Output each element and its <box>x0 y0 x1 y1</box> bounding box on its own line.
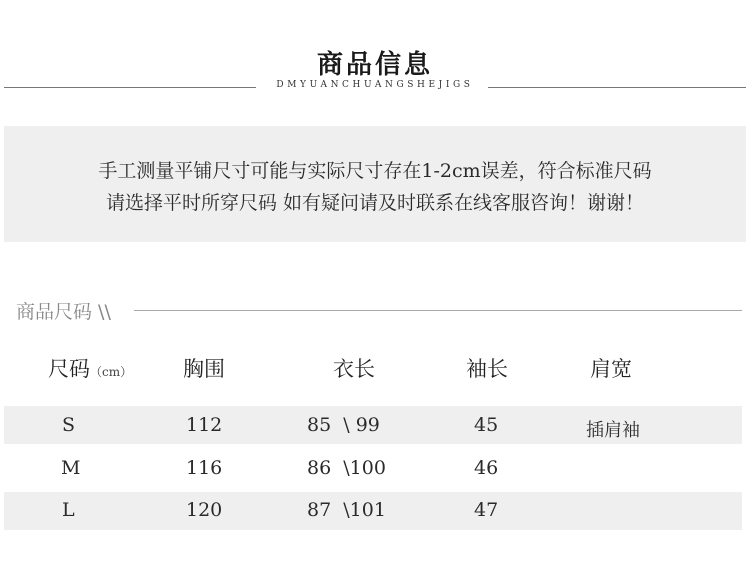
header-shoulder: 肩宽 <box>590 357 632 381</box>
table-row-s-chest: 112 <box>186 414 223 436</box>
header-size-unit: （cm） <box>90 365 133 379</box>
table-row-s-shoulder: 插肩袖 <box>586 420 640 441</box>
header-chest: 胸围 <box>183 357 225 381</box>
subtitle-rule-right <box>488 87 746 88</box>
notice-box <box>4 126 746 242</box>
table-row-l-size: L <box>62 499 75 521</box>
header-size <box>48 353 132 383</box>
section-rule <box>134 310 742 311</box>
page-subtitle: DMYUANCHUANGSHEJIGS <box>276 80 474 90</box>
table-row-l-sleeve: 47 <box>474 499 499 521</box>
table-row-s-length: 85 \ 99 <box>307 414 380 436</box>
table-row-s-size: S <box>62 414 76 436</box>
table-row-l-length: 87 \101 <box>307 499 386 521</box>
table-row-m-size: M <box>61 457 81 479</box>
notice-line-2: 请选择平时所穿尺码 如有疑问请及时联系在线客服咨询！谢谢！ <box>105 192 645 214</box>
table-row-m-length: 86 \100 <box>307 457 386 479</box>
table-row-m-sleeve: 46 <box>474 457 499 479</box>
notice-line-1: 手工测量平铺尺寸可能与实际尺寸存在1-2cm误差，符合标准尺码 <box>98 160 652 182</box>
section-label: 商品尺码 \\ <box>16 301 111 323</box>
table-row-l-chest: 120 <box>186 499 223 521</box>
header-size-label: 尺码 <box>48 357 90 381</box>
header-sleeve: 袖长 <box>466 357 508 381</box>
header-length: 衣长 <box>333 357 375 381</box>
table-row-s-sleeve: 45 <box>474 414 499 436</box>
table-row-m-chest: 116 <box>186 457 223 479</box>
page-title: 商品信息 <box>316 50 433 80</box>
